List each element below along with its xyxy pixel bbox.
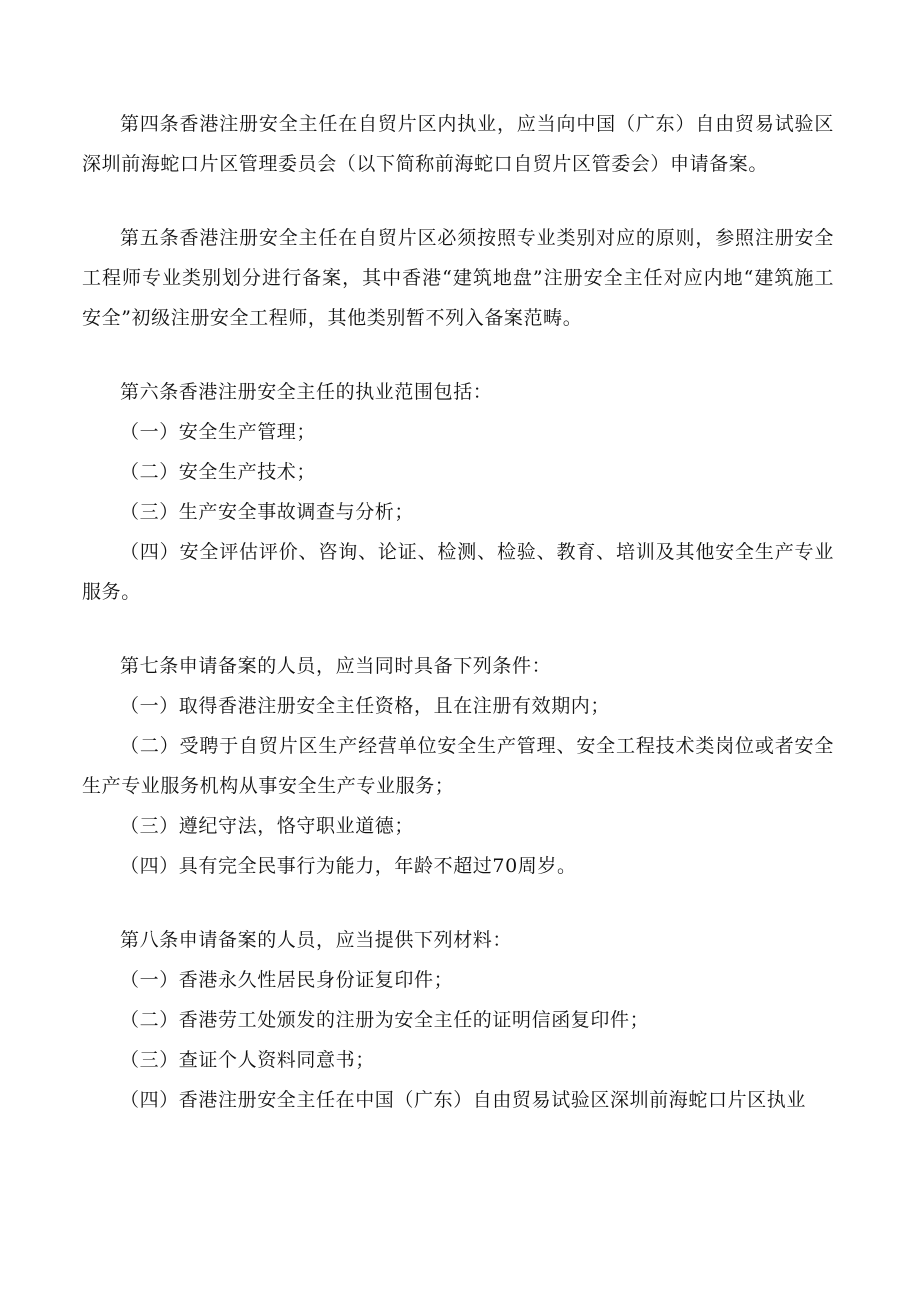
article-4: 第四条香港注册安全主任在自贸片区内执业，应当向中国（广东）自由贸易试验区深圳前海蛇口片区管理委员会（以下简称前海蛇口自贸片区管委会）申请备案。 <box>82 113 834 175</box>
document-body <box>82 104 834 1120</box>
article-7-item-1: （一）取得香港注册安全主任资格，且在注册有效期内； <box>120 695 611 717</box>
article-5: 第五条香港注册安全主任在自贸片区必须按照专业类别对应的原则，参照注册安全工程师专业类别划分进行备案，其中香港“建筑地盘”注册安全主任对应内地“建筑施工安全”初级注册安全工程师，其他类别暂不列入备案范畴。 <box>82 227 834 329</box>
article-6-item-1: （一）安全生产管理； <box>120 421 317 443</box>
article-8-item-3: （三）查证个人资料同意书； <box>120 1049 375 1071</box>
article-7-item-2: （二）受聘于自贸片区生产经营单位安全生产管理、安全工程技术类岗位或者安全生产专业服务机构从事安全生产专业服务； <box>82 735 834 797</box>
article-6-item-3: （三）生产安全事故调查与分析； <box>120 501 415 523</box>
article-7: 第七条申请备案的人员，应当同时具备下列条件： <box>120 655 552 677</box>
article-8-item-2: （二）香港劳工处颁发的注册为安全主任的证明信函复印件； <box>120 1009 650 1031</box>
article-8-item-4: （四）香港注册安全主任在中国（广东）自由贸易试验区深圳前海蛇口片区执业 <box>120 1089 807 1111</box>
article-7-item-3: （三）遵纪守法，恪守职业道德； <box>120 815 415 837</box>
article-6: 第六条香港注册安全主任的执业范围包括： <box>120 381 493 403</box>
article-8-item-1: （一）香港永久性居民身份证复印件； <box>120 969 454 991</box>
article-8: 第八条申请备案的人员，应当提供下列材料： <box>120 929 513 951</box>
article-6-item-2: （二）安全生产技术； <box>120 461 317 483</box>
article-7-item-4: （四）具有完全民事行为能力，年龄不超过70周岁。 <box>120 855 577 877</box>
article-6-item-4: （四）安全评估评价、咨询、论证、检测、检验、教育、培训及其他安全生产专业服务。 <box>82 541 834 603</box>
